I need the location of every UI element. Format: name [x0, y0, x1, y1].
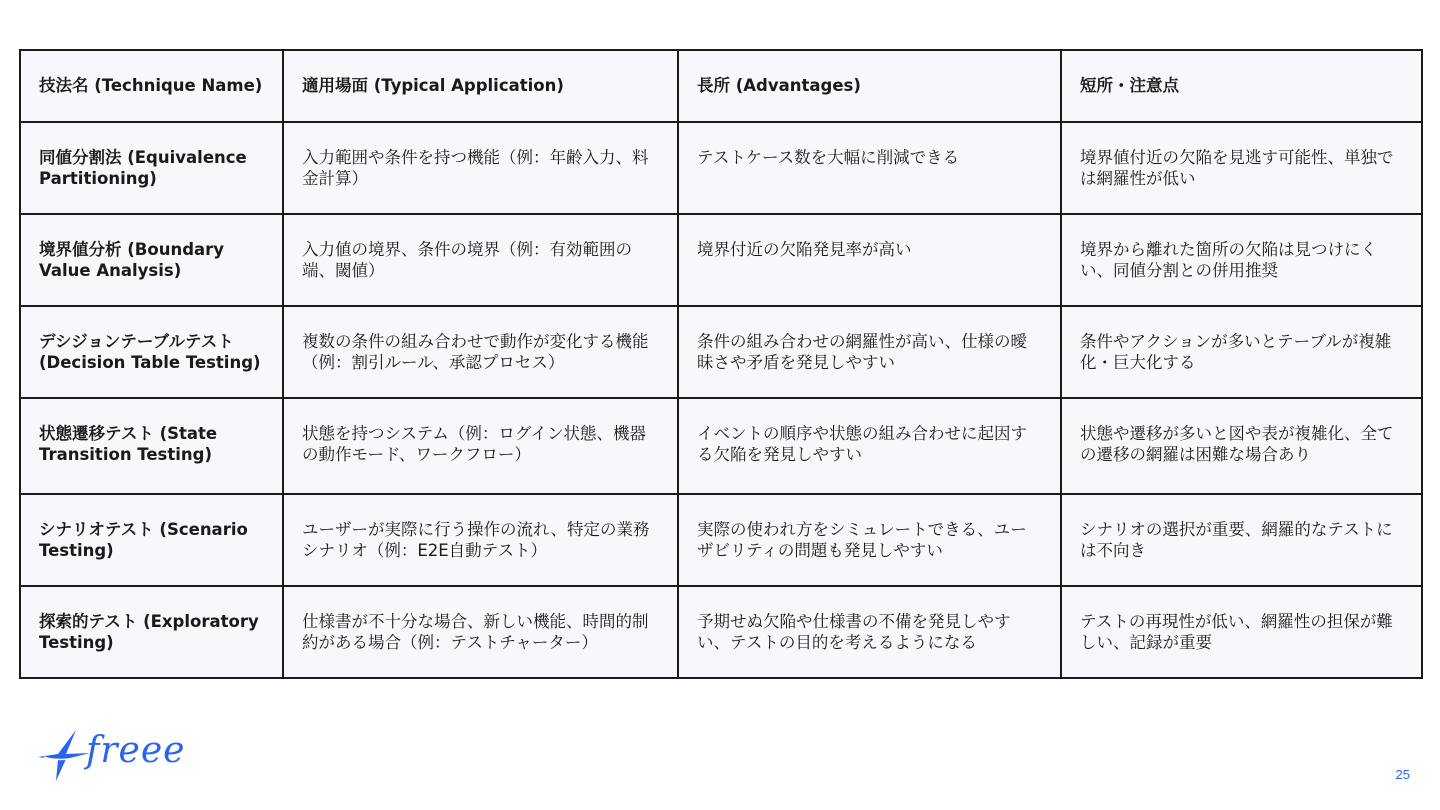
application-cell: 状態を持つシステム（例：ログイン状態、機器の動作モード、ワークフロー）	[283, 398, 678, 494]
application-cell: 仕様書が不十分な場合、新しい機能、時間的制約がある場合（例：テストチャーター）	[283, 586, 678, 678]
technique-cell: 探索的テスト (Exploratory Testing)	[20, 586, 283, 678]
freee-logo	[36, 726, 186, 784]
technique-cell: 状態遷移テスト (State Transition Testing)	[20, 398, 283, 494]
bird-icon	[36, 726, 92, 784]
technique-cell: シナリオテスト (Scenario Testing)	[20, 494, 283, 586]
table-row	[20, 214, 1422, 306]
table-row	[20, 306, 1422, 398]
disadvantages-cell: 境界値付近の欠陥を見逃す可能性、単独では網羅性が低い	[1061, 122, 1422, 214]
disadvantages-cell: シナリオの選択が重要、網羅的なテストには不向き	[1061, 494, 1422, 586]
technique-cell: 同値分割法 (Equivalence Partitioning)	[20, 122, 283, 214]
application-cell: 複数の条件の組み合わせで動作が変化する機能（例：割引ルール、承認プロセス）	[283, 306, 678, 398]
disadvantages-cell: 状態や遷移が多いと図や表が複雑化、全ての遷移の網羅は困難な場合あり	[1061, 398, 1422, 494]
application-cell: ユーザーが実際に行う操作の流れ、特定の業務シナリオ（例：E2E自動テスト）	[283, 494, 678, 586]
advantages-cell: 予期せぬ欠陥や仕様書の不備を発見しやすい、テストの目的を考えるようになる	[678, 586, 1061, 678]
advantages-cell: 条件の組み合わせの網羅性が高い、仕様の曖昧さや矛盾を発見しやすい	[678, 306, 1061, 398]
table-row	[20, 398, 1422, 494]
table-header-row	[20, 50, 1422, 122]
disadvantages-cell: テストの再現性が低い、網羅性の担保が難しい、記録が重要	[1061, 586, 1422, 678]
application-cell: 入力範囲や条件を持つ機能（例：年齢入力、料金計算）	[283, 122, 678, 214]
disadvantages-cell: 条件やアクションが多いとテーブルが複雑化・巨大化する	[1061, 306, 1422, 398]
advantages-cell: 境界付近の欠陥発見率が高い	[678, 214, 1061, 306]
header-typical-application: 適用場面 (Typical Application)	[283, 50, 678, 122]
page-number: 25	[1395, 767, 1410, 782]
header-technique-name: 技法名 (Technique Name)	[20, 50, 283, 122]
technique-table	[19, 49, 1423, 679]
advantages-cell: 実際の使われ方をシミュレートできる、ユーザビリティの問題も発見しやすい	[678, 494, 1061, 586]
table-row	[20, 494, 1422, 586]
advantages-cell: イベントの順序や状態の組み合わせに起因する欠陥を発見しやすい	[678, 398, 1061, 494]
header-disadvantages: 短所・注意点	[1061, 50, 1422, 122]
application-cell: 入力値の境界、条件の境界（例：有効範囲の端、閾値）	[283, 214, 678, 306]
advantages-cell: テストケース数を大幅に削減できる	[678, 122, 1061, 214]
logo-text: freee	[86, 730, 186, 771]
technique-table-container	[19, 49, 1421, 679]
technique-cell: デシジョンテーブルテスト (Decision Table Testing)	[20, 306, 283, 398]
technique-cell: 境界値分析 (Boundary Value Analysis)	[20, 214, 283, 306]
table-row	[20, 586, 1422, 678]
table-row	[20, 122, 1422, 214]
disadvantages-cell: 境界から離れた箇所の欠陥は見つけにくい、同値分割との併用推奨	[1061, 214, 1422, 306]
header-advantages: 長所 (Advantages)	[678, 50, 1061, 122]
